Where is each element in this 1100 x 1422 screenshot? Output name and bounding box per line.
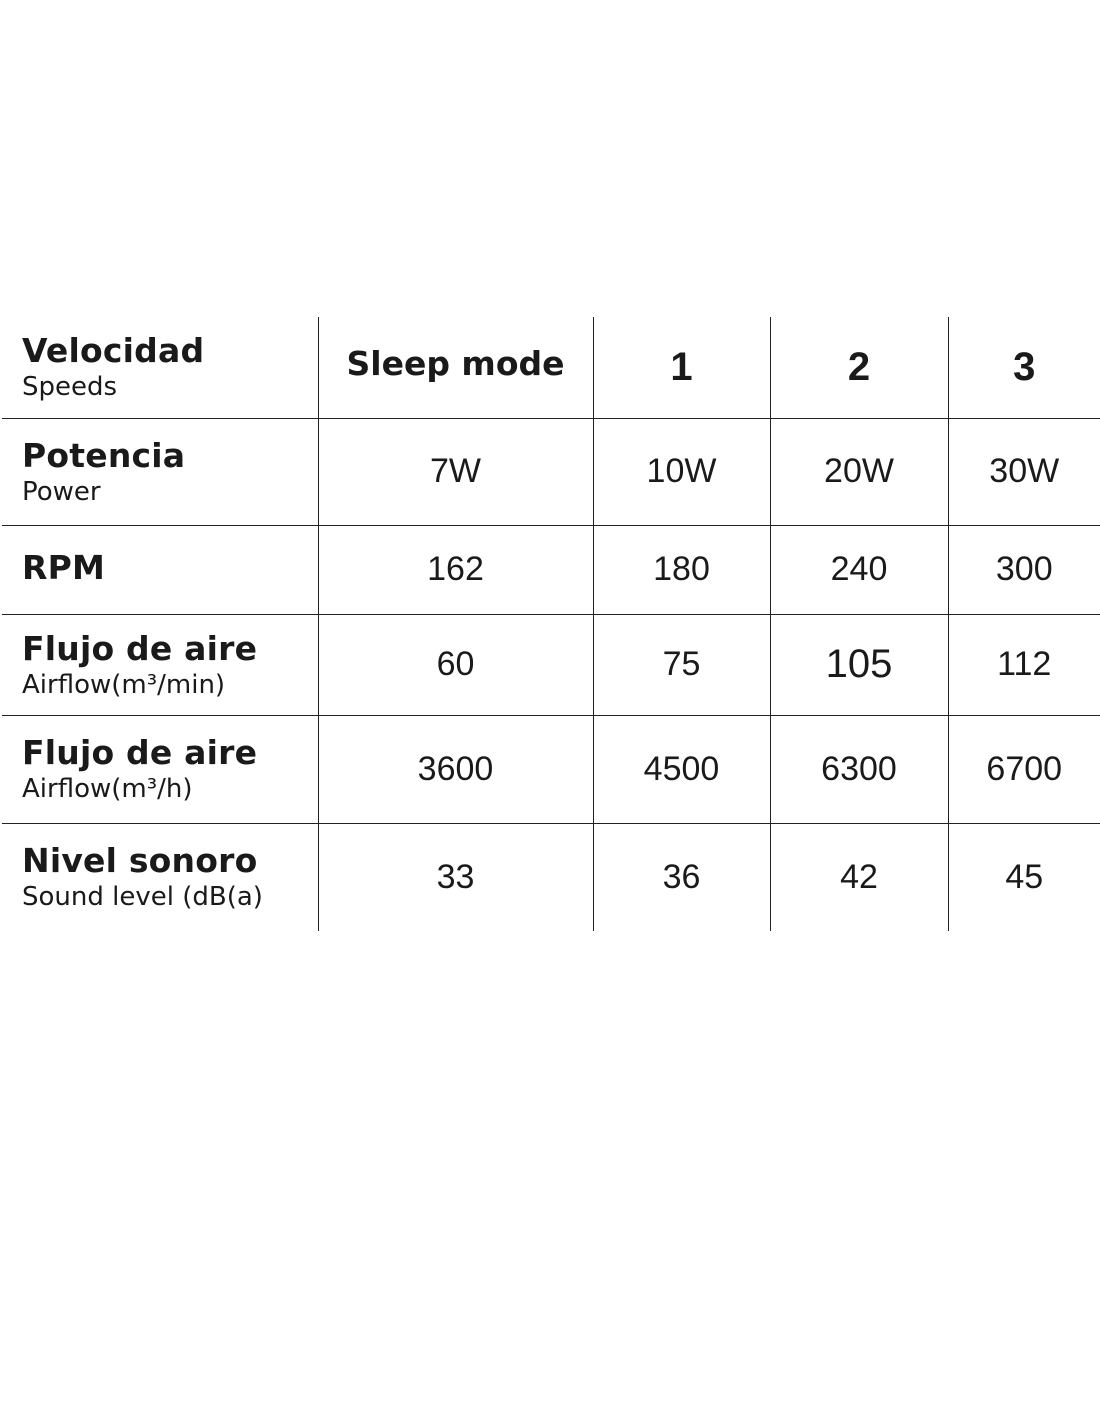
table-cell	[593, 823, 770, 931]
airflow-hour-speed-2-value: 6300	[821, 749, 897, 788]
sound-speed-2-value: 42	[840, 857, 878, 896]
table-cell	[593, 614, 770, 715]
table-cell	[948, 525, 1100, 614]
table-cell	[593, 525, 770, 614]
table-cell	[770, 418, 948, 525]
column-header-speed-2	[770, 317, 948, 418]
table-cell	[318, 418, 593, 525]
table-row-power	[2, 418, 1100, 525]
table-cell	[593, 418, 770, 525]
specifications-table	[2, 317, 1100, 931]
speeds-label-es: Velocidad	[22, 331, 205, 371]
speeds-label-en: Speeds	[22, 372, 118, 403]
sound-level-label-en: Sound level (dB(a)	[22, 882, 263, 913]
table-cell	[770, 823, 948, 931]
table-cell	[318, 614, 593, 715]
speed-3-header: 3	[1013, 344, 1036, 389]
table-cell	[948, 614, 1100, 715]
airflow-hour-sleep-value: 3600	[417, 749, 494, 788]
table-cell	[318, 823, 593, 931]
row-label-cell	[2, 525, 318, 614]
row-label-cell	[2, 614, 318, 715]
airflow-min-speed-1-value: 75	[662, 645, 701, 683]
column-header-sleep-mode	[318, 317, 593, 418]
speed-1-header: 1	[670, 344, 693, 389]
rpm-speed-1-value: 180	[653, 550, 710, 588]
power-speed-3-value: 30W	[989, 452, 1060, 490]
table-row-airflow-min	[2, 614, 1100, 715]
row-label-cell	[2, 715, 318, 823]
table-row-rpm	[2, 525, 1100, 614]
rpm-speed-2-value: 240	[830, 550, 888, 588]
table-cell	[593, 715, 770, 823]
table-row-sound-level	[2, 823, 1100, 931]
sound-speed-1-value: 36	[662, 857, 701, 896]
airflow-hour-label-en: Airflow(m³/h)	[22, 774, 193, 804]
airflow-hour-speed-1-value: 4500	[643, 749, 720, 788]
rpm-label-es: RPM	[22, 547, 106, 587]
sleep-mode-header: Sleep mode	[346, 343, 565, 383]
airflow-min-speed-2-value: 105	[825, 642, 893, 686]
power-sleep-value: 7W	[430, 452, 481, 490]
airflow-hour-label-es: Flujo de aire	[22, 733, 258, 772]
table-cell	[948, 418, 1100, 525]
column-header-speed-3	[948, 317, 1100, 418]
airflow-min-label-en: Airflow(m³/min)	[22, 669, 226, 700]
row-label-cell	[2, 418, 318, 525]
power-speed-1-value: 10W	[646, 452, 717, 490]
table-cell	[948, 823, 1100, 931]
airflow-min-sleep-value: 60	[436, 645, 475, 683]
table-cell	[948, 715, 1100, 823]
rpm-sleep-value: 162	[427, 550, 484, 588]
airflow-min-label-es: Flujo de aire	[22, 628, 258, 668]
table-cell	[770, 715, 948, 823]
power-speed-2-value: 20W	[824, 452, 894, 490]
power-label-es: Potencia	[22, 435, 186, 475]
rpm-speed-3-value: 300	[995, 550, 1053, 588]
speed-2-header: 2	[847, 344, 871, 389]
row-label-cell	[2, 317, 318, 418]
table-cell	[770, 525, 948, 614]
table-row-airflow-hour	[2, 715, 1100, 823]
airflow-min-speed-3-value: 112	[997, 645, 1052, 683]
sound-speed-3-value: 45	[1005, 857, 1044, 896]
power-label-en: Power	[22, 476, 101, 507]
sound-level-label-es: Nivel sonoro	[22, 841, 258, 881]
row-label-cell	[2, 823, 318, 931]
table-cell	[318, 525, 593, 614]
column-header-speed-1	[593, 317, 770, 418]
table-cell	[770, 614, 948, 715]
airflow-hour-speed-3-value: 6700	[986, 749, 1063, 788]
header-row	[2, 317, 1100, 418]
table-cell	[318, 715, 593, 823]
sound-sleep-value: 33	[436, 857, 475, 896]
